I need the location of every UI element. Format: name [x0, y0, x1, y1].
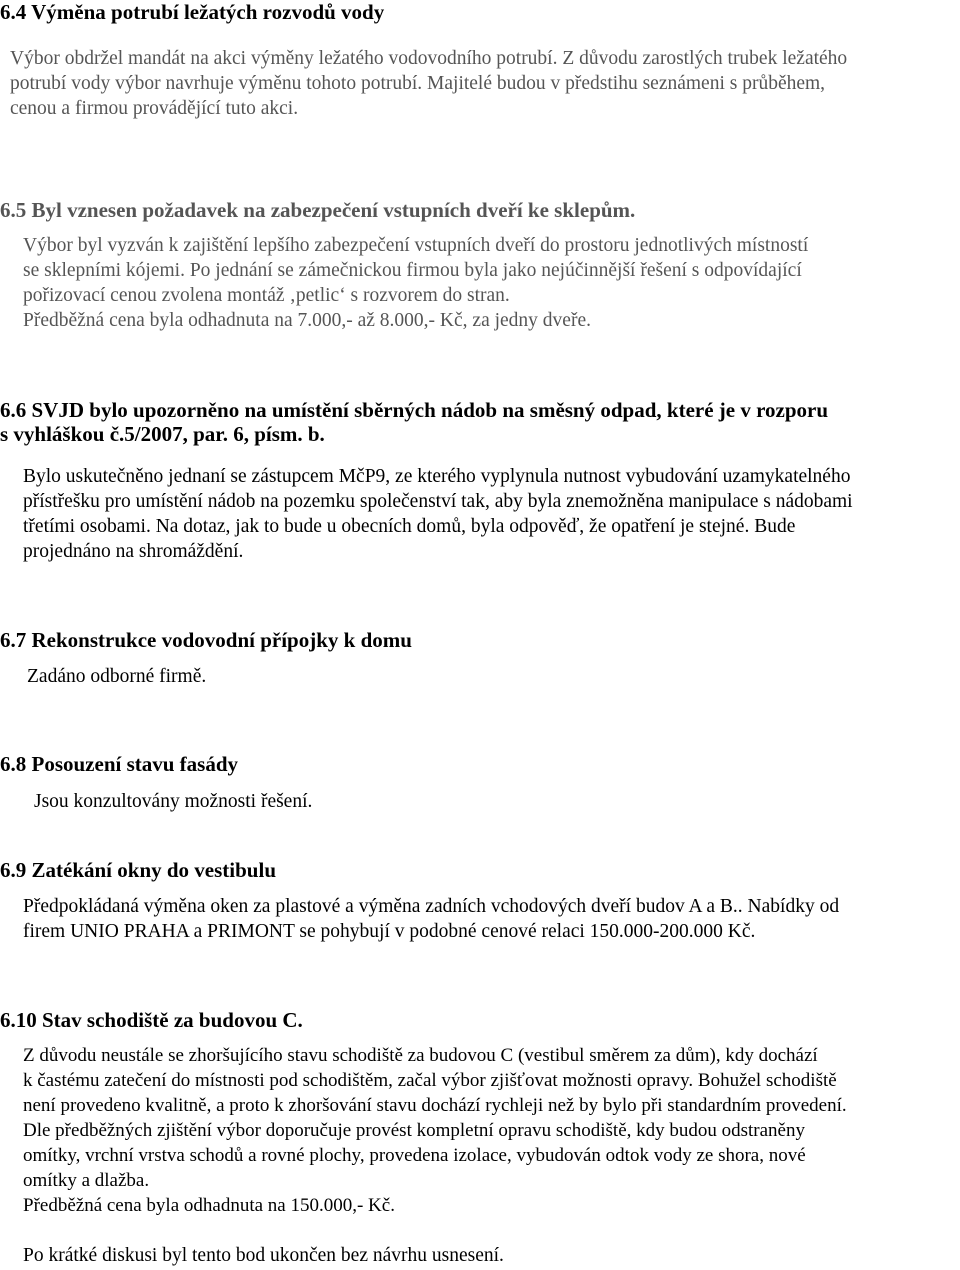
body-line: Předpokládaná výměna oken za plastové a výměna zadních vchodových dveří budov A a B.. Nabídky od	[23, 896, 840, 917]
section-6-9-body	[23, 894, 839, 944]
section-6-5-body	[23, 233, 808, 333]
section-6-6-body	[23, 464, 853, 564]
section-6-8-heading: 6.8 Posouzení stavu fasády	[0, 752, 239, 776]
heading-line: s vyhláškou č.5/2007, par. 6, písm. b.	[0, 422, 325, 446]
body-line: omítky a dlažba.	[23, 1170, 150, 1191]
body-line: Bylo uskutečněno jednaní se zástupcem MčP9, ze kterého vyplynula nutnost vybudování uzamykatelného	[23, 466, 851, 487]
section-6-4-body	[10, 46, 847, 121]
body-line: není provedeno kvalitně, a proto k zhoršování stavu dochází rychleji než by bylo při standardním provedení.	[23, 1095, 847, 1116]
section-6-10-closing	[23, 1243, 504, 1268]
section-6-7-body	[27, 664, 206, 689]
body-line: se sklepními kójemi. Po jednání se zámečnickou firmou byla jako nejúčinnější řešení s odpovídající	[23, 260, 802, 281]
body-line: potrubí vody výbor navrhuje výměnu tohoto potrubí. Majitelé budou v předstihu seznámeni s průběhem,	[10, 73, 826, 94]
section-6-7-heading: 6.7 Rekonstrukce vodovodní přípojky k domu	[0, 628, 412, 652]
body-line: firem UNIO PRAHA a PRIMONT se pohybují v podobné cenové relaci 150.000-200.000 Kč.	[23, 921, 756, 942]
body-line: pořizovací cenou zvolena montáž ‚petlic‘ s rozvorem do stran.	[23, 285, 510, 306]
body-line: Z důvodu neustále se zhoršujícího stavu schodiště za budovou C (vestibul směrem za dům), kdy dochází	[23, 1045, 818, 1066]
body-line: Zadáno odborné firmě.	[27, 666, 207, 687]
section-6-4-heading: 6.4 Výměna potrubí ležatých rozvodů vody	[0, 0, 385, 24]
body-line: projednáno na shromáždění.	[23, 541, 244, 562]
section-6-6-heading	[0, 398, 828, 446]
section-6-9-heading: 6.9 Zatékání okny do vestibulu	[0, 858, 276, 882]
body-line: Předběžná cena byla odhadnuta na 7.000,- až 8.000,- Kč, za jedny dveře.	[23, 310, 591, 331]
body-line: Výbor byl vyzván k zajištění lepšího zabezpečení vstupních dveří do prostoru jednotlivých místností	[23, 235, 809, 256]
section-6-10-heading: 6.10 Stav schodiště za budovou C.	[0, 1008, 303, 1032]
body-line: omítky, vrchní vrstva schodů a rovné plochy, provedena izolace, vybudován odtok vody ze shora, nové	[23, 1145, 806, 1166]
body-line: třetími osobami. Na dotaz, jak to bude u obecních domů, byla odpověď, že opatření je stejné. Bude	[23, 516, 796, 537]
heading-line: 6.6 SVJD bylo upozorněno na umístění sběrných nádob na směsný odpad, které je v rozporu	[0, 398, 829, 422]
body-line: Výbor obdržel mandát na akci výměny ležatého vodovodního potrubí. Z důvodu zarostlých trubek ležatého	[10, 48, 848, 69]
body-line: Dle předběžných zjištění výbor doporučuje provést kompletní opravu schodiště, kdy budou odstraněny	[23, 1120, 805, 1141]
section-6-5-heading: 6.5 Byl vznesen požadavek na zabezpečení vstupních dveří ke sklepům.	[0, 198, 636, 222]
body-line: cenou a firmou provádějící tuto akci.	[10, 98, 299, 119]
body-line: přístřešku pro umístění nádob na pozemku společenství tak, aby byla znemožněna manipulace s nádobami	[23, 491, 853, 512]
body-line: k častému zatečení do místnosti pod schodištěm, začal výbor zjišťovat možnosti opravy. Bohužel schodiště	[23, 1070, 837, 1091]
body-line: Jsou konzultovány možnosti řešení.	[34, 791, 313, 812]
section-6-10-body	[23, 1043, 847, 1218]
section-6-8-body	[34, 789, 312, 814]
body-line: Předběžná cena byla odhadnuta na 150.000,- Kč.	[23, 1195, 395, 1216]
closing-line: Po krátké diskusi byl tento bod ukončen bez návrhu usnesení.	[23, 1245, 504, 1266]
